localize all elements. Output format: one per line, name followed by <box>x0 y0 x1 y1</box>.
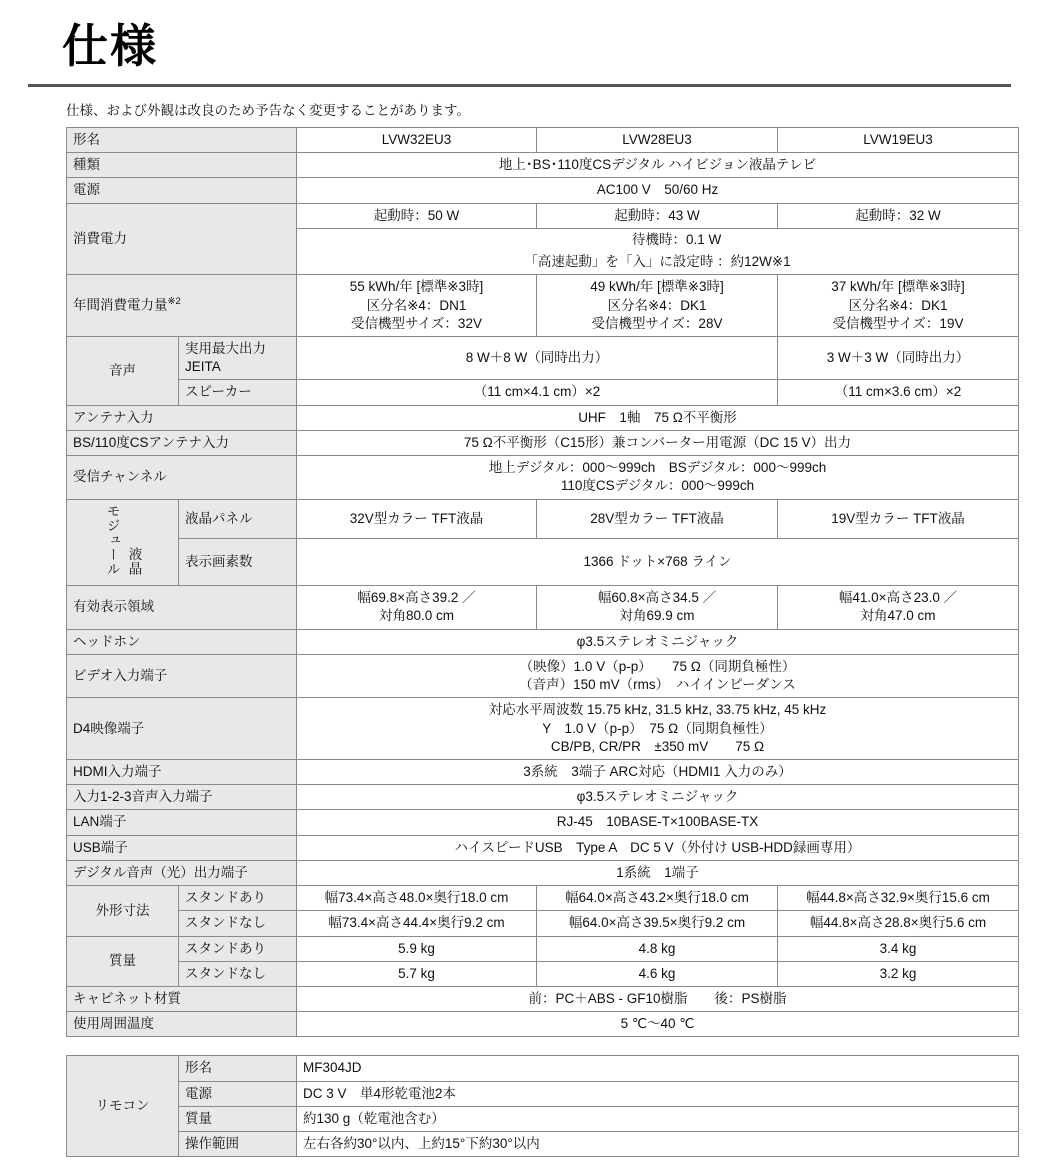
table-row <box>67 911 1019 936</box>
table-row <box>67 629 1019 654</box>
panel-32: 32V型カラー TFT液晶 <box>297 499 537 539</box>
row-label-audio: 音声 <box>67 336 179 405</box>
weight-with-stand-label: スタンドあり <box>179 936 297 961</box>
annual-32-line1: 55 kWh/年 [標準※3時] <box>349 279 484 295</box>
row-label: 形名 <box>67 128 297 153</box>
table-row <box>67 1081 1019 1106</box>
remote-control-table <box>66 1055 1019 1157</box>
remote-label: リモコン <box>67 1056 179 1157</box>
audio-output-label: 実用最大出力 JEITA <box>179 336 297 379</box>
display-area-32-line1: 幅69.8×高さ39.2 ／ <box>357 590 476 606</box>
table-row <box>67 586 1019 629</box>
row-label-module <box>67 499 179 586</box>
remote-model-label: 形名 <box>179 1056 297 1081</box>
video-line1: （映像）1.0 V（p-p） 75 Ω（同期負極性） <box>519 658 796 674</box>
row-label: 入力1-2-3音声入力端子 <box>67 785 297 810</box>
pixels-value: 1366 ドット×768 ライン <box>297 539 1019 586</box>
display-area-32-line2: 対角80.0 cm <box>378 608 455 624</box>
row-label: D4映像端子 <box>67 698 297 760</box>
table-row <box>67 886 1019 911</box>
row-label: ヘッドホン <box>67 629 297 654</box>
annual-32 <box>297 275 537 337</box>
table-row <box>67 936 1019 961</box>
table-row <box>67 380 1019 405</box>
audio-output-32-28: 8 W＋8 W（同時出力） <box>297 336 778 379</box>
row-label: HDMI入力端子 <box>67 759 297 784</box>
power-standby-label: 待機時 <box>632 231 673 247</box>
table-row <box>67 275 1019 337</box>
annual-28-line1: 49 kWh/年 [標準※3時] <box>590 279 724 295</box>
spec-page <box>0 10 1039 1167</box>
dim-with-stand-32: 幅73.4×高さ48.0×奥行18.0 cm <box>297 886 537 911</box>
row-label-channels: 受信チャンネル <box>67 456 297 499</box>
annual-19-line1: 37 kWh/年 [標準※3時] <box>831 279 965 295</box>
annual-28 <box>537 275 778 337</box>
row-label-annual <box>67 275 297 337</box>
display-area-19-line2: 対角47.0 cm <box>860 608 936 624</box>
annual-19 <box>778 275 1019 337</box>
table-row <box>67 499 1019 539</box>
table-row <box>67 860 1019 885</box>
weight-with-stand-19: 3.4 kg <box>778 936 1019 961</box>
power-startup-32: 起動時：50 W <box>297 203 537 228</box>
row-label-power: 消費電力 <box>67 203 297 275</box>
channels-line2: 110度CSデジタル：000～999ch <box>560 478 755 494</box>
table-row <box>67 153 1019 178</box>
table-row <box>67 203 1019 228</box>
panel-19: 19V型カラー TFT液晶 <box>778 499 1019 539</box>
table-row <box>67 961 1019 986</box>
table-row <box>67 810 1019 835</box>
d4-line3: CB/PB, CR/PR ±350 mV 75 Ω <box>550 738 765 754</box>
row-label: USB端子 <box>67 835 297 860</box>
speaker-19: （11 cm×3.6 cm）×2 <box>778 380 1019 405</box>
module-lcd-label: 液晶 <box>126 547 142 576</box>
dim-with-stand-label: スタンドあり <box>179 886 297 911</box>
weight-no-stand-28: 4.6 kg <box>537 961 778 986</box>
remote-weight-value: 約130 g（乾電池含む） <box>297 1106 1019 1131</box>
annual-label-sub: ※2 <box>167 296 181 308</box>
table-row <box>67 405 1019 430</box>
model-lvw32: LVW32EU3 <box>297 128 537 153</box>
row-label: ビデオ入力端子 <box>67 654 297 697</box>
table-row <box>67 785 1019 810</box>
channels-line1: 地上デジタル：000～999ch BSデジタル：000～999ch <box>488 460 827 476</box>
display-area-19-line1: 幅41.0×高さ23.0 ／ <box>838 590 958 606</box>
table-row <box>67 1106 1019 1131</box>
dim-with-stand-28: 幅64.0×高さ43.2×奥行18.0 cm <box>537 886 778 911</box>
channels-value <box>297 456 1019 499</box>
dim-no-stand-label: スタンドなし <box>179 911 297 936</box>
row-value <box>297 654 1019 697</box>
row-value: 1系統 1端子 <box>297 860 1019 885</box>
table-row <box>67 336 1019 379</box>
row-label: デジタル音声（光）出力端子 <box>67 860 297 885</box>
remote-power-value: DC 3 V 単4形乾電池2本 <box>297 1081 1019 1106</box>
speaker-label: スピーカー <box>179 380 297 405</box>
weight-with-stand-32: 5.9 kg <box>297 936 537 961</box>
title-divider <box>28 84 1011 87</box>
page-title: 仕様 <box>62 20 158 72</box>
annual-32-line3: 受信機型サイズ：32V <box>351 315 482 331</box>
row-value <box>297 698 1019 760</box>
row-value: φ3.5ステレオミニジャック <box>297 785 1019 810</box>
row-value: AC100 V 50/60 Hz <box>297 178 1019 203</box>
table-row <box>67 1012 1019 1037</box>
row-value: 地上･BS･110度CSデジタル ハイビジョン液晶テレビ <box>297 153 1019 178</box>
dim-no-stand-19: 幅44.8×高さ28.8×奥行5.6 cm <box>778 911 1019 936</box>
table-row <box>67 430 1019 455</box>
annual-19-line2: 区分名※4：DK1 <box>848 297 948 313</box>
panel-label: 液晶パネル <box>179 499 297 539</box>
d4-line1: 対応水平周波数 15.75 kHz, 31.5 kHz, 33.75 kHz, 45 kHz <box>488 702 827 718</box>
row-value: ハイスピードUSB Type A DC 5 V（外付け USB-HDD録画専用） <box>297 835 1019 860</box>
row-label: BS/110度CSアンテナ入力 <box>67 430 297 455</box>
row-label: 電源 <box>67 178 297 203</box>
remote-range-value: 左右各約30°以内、上約15°下約30°以内 <box>297 1132 1019 1157</box>
dim-no-stand-32: 幅73.4×高さ44.4×奥行9.2 cm <box>297 911 537 936</box>
row-label: LAN端子 <box>67 810 297 835</box>
power-standby-value: ：0.1 W <box>672 231 722 247</box>
row-label: キャビネット材質 <box>67 986 297 1011</box>
power-startup-19: 起動時：32 W <box>778 203 1019 228</box>
table-row <box>67 1132 1019 1157</box>
row-value: φ3.5ステレオミニジャック <box>297 629 1019 654</box>
remote-weight-label: 質量 <box>179 1106 297 1131</box>
table-row <box>67 128 1019 153</box>
page-note: 仕様、および外観は改良のため予告なく変更することがあります。 <box>66 103 470 118</box>
remote-model-value: MF304JD <box>297 1056 1019 1081</box>
display-area-28-line1: 幅60.8×高さ34.5 ／ <box>597 590 717 606</box>
row-value: 3系統 3端子 ARC対応（HDMI1 入力のみ） <box>297 759 1019 784</box>
d4-line2: Y 1.0 V（p-p） 75 Ω（同期負極性） <box>542 720 773 736</box>
row-value: 75 Ω不平衡形（C15形）兼コンバーター用電源（DC 15 V）出力 <box>297 430 1019 455</box>
video-line2: （音声）150 mV（rms） ハイインピーダンス <box>519 677 796 693</box>
panel-28: 28V型カラー TFT液晶 <box>537 499 778 539</box>
specifications-table <box>66 127 1019 1037</box>
display-area-28 <box>537 586 778 629</box>
display-area-28-line2: 対角69.9 cm <box>619 608 695 624</box>
annual-28-line3: 受信機型サイズ：28V <box>591 315 723 331</box>
power-quick-note: 「高速起動」を「入」に設定時 ：約12W※1 <box>524 254 791 270</box>
table-row <box>67 654 1019 697</box>
row-value: 前：PC＋ABS - GF10樹脂 後：PS樹脂 <box>297 986 1019 1011</box>
row-value: RJ-45 10BASE-T×100BASE-TX <box>297 810 1019 835</box>
weight-no-stand-label: スタンドなし <box>179 961 297 986</box>
row-label-display-area: 有効表示領域 <box>67 586 297 629</box>
table-row <box>67 759 1019 784</box>
row-label: 種類 <box>67 153 297 178</box>
model-lvw19: LVW19EU3 <box>778 128 1019 153</box>
row-value: 5 ℃～40 ℃ <box>297 1012 1019 1037</box>
annual-32-line2: 区分名※4：DN1 <box>366 297 467 313</box>
annual-label: 年間消費電力量 <box>73 297 168 313</box>
display-area-32 <box>297 586 537 629</box>
annual-28-line2: 区分名※4：DK1 <box>607 297 707 313</box>
table-row <box>67 178 1019 203</box>
table-row <box>67 539 1019 586</box>
row-label-dimensions: 外形寸法 <box>67 886 179 936</box>
remote-power-label: 電源 <box>179 1081 297 1106</box>
pixels-label: 表示画素数 <box>179 539 297 586</box>
row-label-weight: 質量 <box>67 936 179 986</box>
table-row <box>67 698 1019 760</box>
row-label: 使用周囲温度 <box>67 1012 297 1037</box>
weight-no-stand-19: 3.2 kg <box>778 961 1019 986</box>
table-row <box>67 986 1019 1011</box>
annual-19-line3: 受信機型サイズ：19V <box>832 315 964 331</box>
dim-no-stand-28: 幅64.0×高さ39.5×奥行9.2 cm <box>537 911 778 936</box>
audio-output-19: 3 W＋3 W（同時出力） <box>778 336 1019 379</box>
weight-with-stand-28: 4.8 kg <box>537 936 778 961</box>
row-value: UHF 1軸 75 Ω不平衡形 <box>297 405 1019 430</box>
table-row <box>67 835 1019 860</box>
dim-with-stand-19: 幅44.8×高さ32.9×奥行15.6 cm <box>778 886 1019 911</box>
power-standby-cell <box>297 228 1019 274</box>
table-row <box>67 456 1019 499</box>
row-label: アンテナ入力 <box>67 405 297 430</box>
model-lvw28: LVW28EU3 <box>537 128 778 153</box>
table-row <box>67 1056 1019 1081</box>
display-area-19 <box>778 586 1019 629</box>
module-label: モジュール <box>104 503 120 576</box>
weight-no-stand-32: 5.7 kg <box>297 961 537 986</box>
speaker-32-28: （11 cm×4.1 cm）×2 <box>297 380 778 405</box>
remote-range-label: 操作範囲 <box>179 1132 297 1157</box>
power-startup-28: 起動時：43 W <box>537 203 778 228</box>
